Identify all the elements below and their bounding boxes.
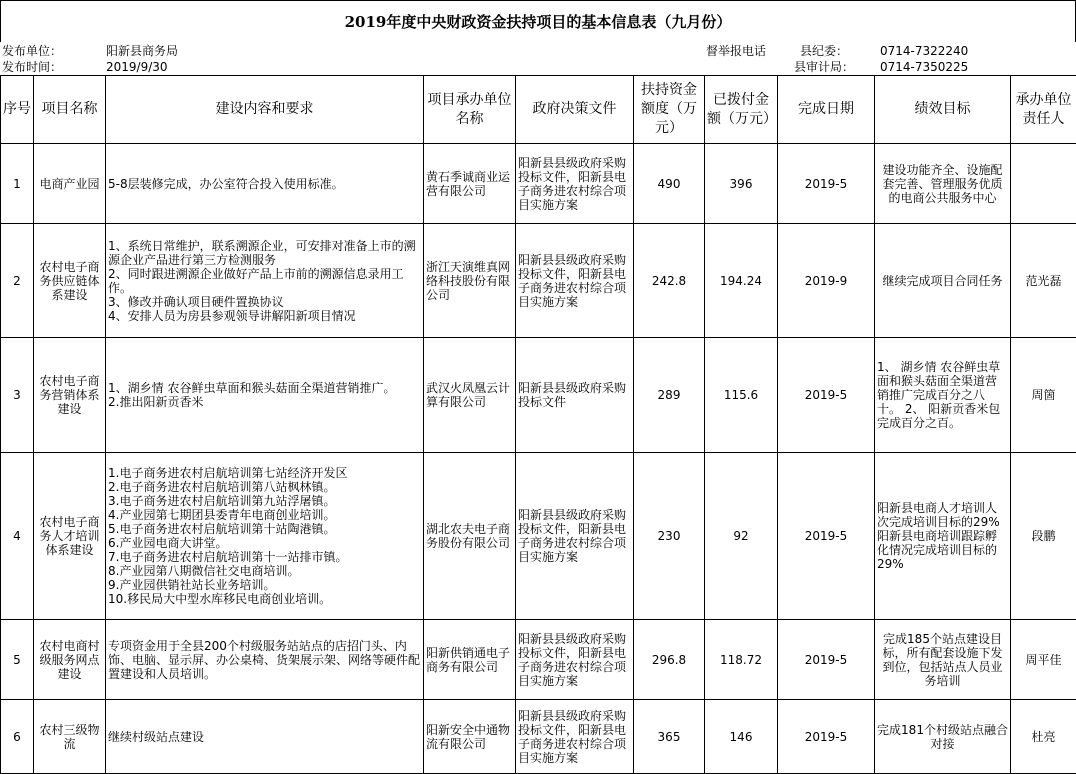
row-decision: 阳新县县级政府采购投标文件 <box>516 338 634 453</box>
row-date: 2019-5 <box>778 620 875 700</box>
row-paid: 118.72 <box>705 620 778 700</box>
content-line: 专项资金用于全县200个村级服务站站点的店招门头、内饰、电脑、显示屏、办公桌椅、货架展示架、网络等硬件配置建设和人员培训。 <box>108 638 421 681</box>
row-decision: 阳新县县级政府采购投标文件，阳新县电子商务进农村综合项目实施方案 <box>516 700 634 774</box>
row-goal: 完成185个站点建设目标，所有配套设施下发到位，包括站点人员业务培训 <box>875 620 1011 700</box>
content-line: 7.电子商务进农村启航培训第十一站排市镇。 <box>108 550 348 564</box>
row-person: 周平佳 <box>1011 620 1076 700</box>
row-seq: 2 <box>1 224 34 338</box>
row-paid: 194.24 <box>705 224 778 338</box>
time-value: 2019/9/30 <box>106 60 168 74</box>
header-decision: 政府决策文件 <box>516 76 634 144</box>
table-row <box>1 620 1076 700</box>
content-line: 2.电子商务进农村启航培训第八站枫林镇。 <box>108 480 336 494</box>
row-amount: 296.8 <box>634 620 705 700</box>
header-content: 建设内容和要求 <box>106 76 424 144</box>
row-goal: 阳新县电商人才培训人次完成培训目标的29% 阳新县电商培训跟踪孵化情况完成培训目标的29% <box>875 453 1011 620</box>
row-content <box>106 620 424 700</box>
row-goal: 完成181个村级站点融合对接 <box>875 700 1011 774</box>
shenji-phone: 0714-7350225 <box>880 60 969 74</box>
row-amount: 490 <box>634 144 705 224</box>
unit-label: 发布单位： <box>2 44 63 58</box>
row-amount: 242.8 <box>634 224 705 338</box>
row-name: 农村电子商务人才培训体系建设 <box>34 453 106 620</box>
row-amount: 289 <box>634 338 705 453</box>
content-line: 6.产业园电商大讲堂。 <box>108 536 228 550</box>
row-content <box>106 224 424 338</box>
row-paid: 396 <box>705 144 778 224</box>
row-date: 2019-5 <box>778 700 875 774</box>
row-seq: 3 <box>1 338 34 453</box>
shenji-label: 县审计局： <box>794 60 855 74</box>
table-row <box>1 338 1076 453</box>
row-amount: 230 <box>634 453 705 620</box>
row-date: 2019-9 <box>778 224 875 338</box>
row-seq: 6 <box>1 700 34 774</box>
row-goal: 继续完成项目合同任务 <box>875 224 1011 338</box>
content-line: 3、修改并确认项目硬件置换协议 <box>108 294 284 309</box>
project-table <box>0 75 1076 774</box>
row-goal: 建设功能齐全、设施配套完善、管理服务优质的电商公共服务中心 <box>875 144 1011 224</box>
content-line: 10.移民局大中型水库移民电商创业培训。 <box>108 592 332 606</box>
row-paid: 146 <box>705 700 778 774</box>
table-row <box>1 224 1076 338</box>
row-date: 2019-5 <box>778 338 875 453</box>
content-line: 4.产业园第七期团县委青年电商创业培训。 <box>108 508 336 522</box>
row-contractor: 武汉火凤凰云计算有限公司 <box>424 338 516 453</box>
row-content <box>106 144 424 224</box>
row-person: 范光磊 <box>1011 224 1076 338</box>
row-seq: 1 <box>1 144 34 224</box>
header-goal: 绩效目标 <box>875 76 1011 144</box>
row-seq: 4 <box>1 453 34 620</box>
header-paid: 已拨付金额（万元） <box>705 76 778 144</box>
row-contractor: 浙江天演维真网络科技股份有限公司 <box>424 224 516 338</box>
content-line: 1、湖乡情 农谷鲜虫草面和猴头菇面全渠道营销推广。 <box>108 381 396 395</box>
row-goal: 1、 湖乡情 农谷鲜虫草面和猴头菇面全渠道营销推广完成百分之八十。 2、 阳新贡香米包完成百分之百。 <box>875 338 1011 453</box>
content-line: 9.产业园供销社站长业务培训。 <box>108 578 276 592</box>
content-line: 2.推出阳新贡香米 <box>108 395 204 409</box>
time-label: 发布时间： <box>2 60 63 74</box>
header-date: 完成日期 <box>778 76 875 144</box>
content-line: 8.产业园第八期微信社交电商培训。 <box>108 564 300 578</box>
table-row <box>1 144 1076 224</box>
row-contractor: 湖北农夫电子商务股份有限公司 <box>424 453 516 620</box>
row-paid: 92 <box>705 453 778 620</box>
content-line: 3.电子商务进农村启航培训第九站浮屠镇。 <box>108 494 336 508</box>
row-seq: 5 <box>1 620 34 700</box>
row-content <box>106 453 424 620</box>
row-contractor: 阳新安全中通物流有限公司 <box>424 700 516 774</box>
row-person: 周箇 <box>1011 338 1076 453</box>
content-line: 5-8层装修完成，办公室符合投入使用标准。 <box>108 176 344 191</box>
jiwei-phone: 0714-7322240 <box>880 44 969 58</box>
content-line: 1.电子商务进农村启航培训第七站经济开发区 <box>108 466 348 480</box>
row-decision: 阳新县县级政府采购投标文件，阳新县电子商务进农村综合项目实施方案 <box>516 620 634 700</box>
header-name: 项目名称 <box>34 76 106 144</box>
hotline-label: 督举报电话 <box>706 44 767 58</box>
row-contractor: 黄石季诚商业运营有限公司 <box>424 144 516 224</box>
row-decision: 阳新县县级政府采购投标文件，阳新县电子商务进农村综合项目实施方案 <box>516 224 634 338</box>
row-name: 电商产业园 <box>34 144 106 224</box>
header-amount: 扶持资金额度（万元） <box>634 76 705 144</box>
sheet-title: 2019年度中央财政资金扶持项目的基本信息表（九月份） <box>0 0 1076 42</box>
row-person <box>1011 144 1076 224</box>
row-content <box>106 700 424 774</box>
content-line: 2、同时跟进溯源企业做好产品上市前的溯源信息录用工作。 <box>108 266 404 295</box>
content-line: 4、安排人员为房县参观领导讲解阳新项目情况 <box>108 308 356 323</box>
content-line: 1、系统日常维护，联系溯源企业，可安排对准备上市的溯源企业产品进行第三方检测服务 <box>108 238 416 267</box>
row-decision: 阳新县县级政府采购投标文件，阳新县电子商务进农村综合项目实施方案 <box>516 453 634 620</box>
table-row <box>1 453 1076 620</box>
row-contractor: 阳新供销通电子商务有限公司 <box>424 620 516 700</box>
unit-value: 阳新县商务局 <box>106 44 179 58</box>
row-content <box>106 338 424 453</box>
row-name: 农村电子商务营销体系建设 <box>34 338 106 453</box>
row-amount: 365 <box>634 700 705 774</box>
row-decision: 阳新县县级政府采购投标文件，阳新县电子商务进农村综合项目实施方案 <box>516 144 634 224</box>
row-date: 2019-5 <box>778 453 875 620</box>
content-line: 继续村级站点建设 <box>108 729 205 744</box>
jiwei-label: 县纪委： <box>800 44 849 58</box>
row-name: 农村三级物流 <box>34 700 106 774</box>
table-row <box>1 700 1076 774</box>
header-row <box>1 76 1076 144</box>
row-person: 段鹏 <box>1011 453 1076 620</box>
header-seq: 序号 <box>1 76 34 144</box>
row-name: 农村电子商务供应链体系建设 <box>34 224 106 338</box>
row-name: 农村电商村级服务网点建设 <box>34 620 106 700</box>
header-contractor: 项目承办单位名称 <box>424 76 516 144</box>
content-line: 5.电子商务进农村启航培训第十站陶港镇。 <box>108 522 336 536</box>
row-paid: 115.6 <box>705 338 778 453</box>
row-date: 2019-5 <box>778 144 875 224</box>
header-person: 承办单位责任人 <box>1011 76 1076 144</box>
row-person: 杜亮 <box>1011 700 1076 774</box>
